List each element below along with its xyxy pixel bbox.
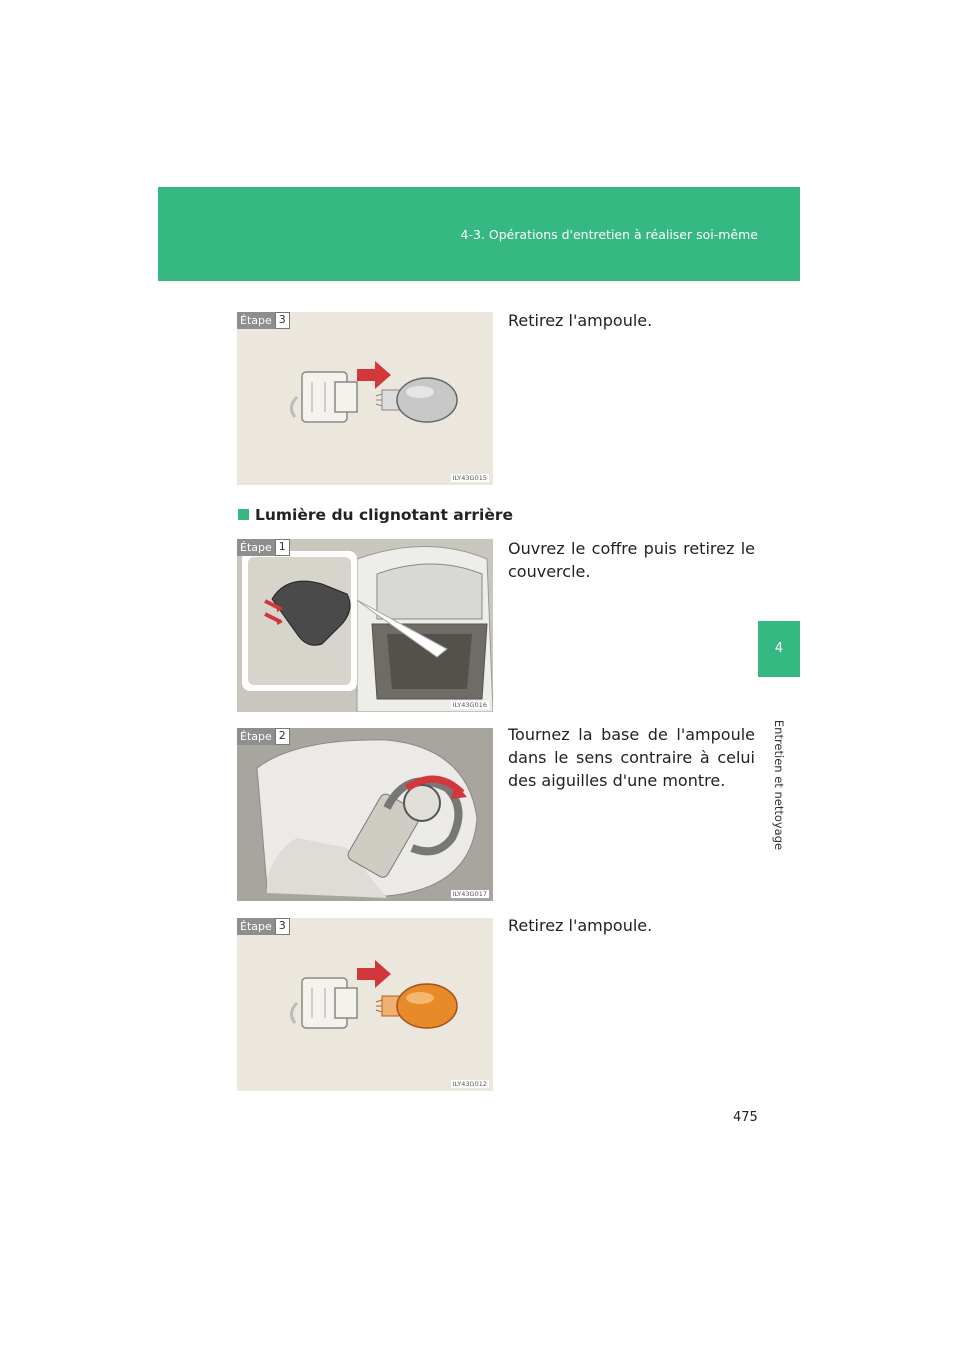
chapter-side-label-text: Entretien et nettoyage bbox=[772, 719, 786, 851]
section-title bbox=[238, 506, 513, 524]
instruction-open-trunk: Ouvrez le coffre puis retirez le couvercle. bbox=[508, 539, 755, 581]
step-badge bbox=[237, 728, 290, 745]
chapter-side-label bbox=[753, 700, 805, 870]
step-badge-number: 3 bbox=[275, 918, 290, 935]
section-bullet-icon bbox=[238, 509, 249, 520]
chapter-tab bbox=[758, 621, 800, 677]
bulb-base-illustration bbox=[237, 728, 493, 901]
bulb-socket-illustration bbox=[237, 312, 493, 485]
section-title-text: Lumière du clignotant arrière bbox=[255, 506, 513, 524]
step-badge-number: 2 bbox=[275, 728, 290, 745]
step-badge-word: Étape bbox=[237, 539, 275, 556]
instruction-remove-bulb-1: Retirez l'ampoule. bbox=[508, 311, 653, 330]
page-number: 475 bbox=[733, 1110, 758, 1125]
figure-remove-bulb-amber bbox=[237, 918, 493, 1091]
step-badge bbox=[237, 918, 290, 935]
figure-code: ILY43G015 bbox=[452, 474, 487, 482]
instruction-turn-bulb-base: Tournez la base de l'ampoule dans le sens contraire à celui des aiguilles d'une montre. bbox=[508, 725, 755, 790]
figure-code: ILY43G017 bbox=[452, 890, 487, 898]
figure-code: ILY43G016 bbox=[452, 701, 487, 709]
instruction-remove-bulb-2: Retirez l'ampoule. bbox=[508, 916, 653, 935]
step-badge-number: 3 bbox=[275, 312, 290, 329]
step-badge-word: Étape bbox=[237, 728, 275, 745]
figure-remove-bulb-clear bbox=[237, 312, 493, 485]
step-badge-word: Étape bbox=[237, 918, 275, 935]
chapter-header bbox=[158, 187, 800, 281]
step-badge-number: 1 bbox=[275, 539, 290, 556]
chapter-title: 4-3. Opérations d'entretien à réaliser soi-même bbox=[460, 227, 758, 242]
amber-bulb-illustration bbox=[237, 918, 493, 1091]
step-badge bbox=[237, 312, 290, 329]
figure-code: ILY43G012 bbox=[452, 1080, 487, 1088]
figure-turn-bulb-base bbox=[237, 728, 493, 901]
chapter-tab-number: 4 bbox=[774, 641, 784, 656]
step-badge-word: Étape bbox=[237, 312, 275, 329]
trunk-illustration bbox=[237, 539, 493, 712]
step-badge bbox=[237, 539, 290, 556]
figure-open-trunk bbox=[237, 539, 493, 712]
